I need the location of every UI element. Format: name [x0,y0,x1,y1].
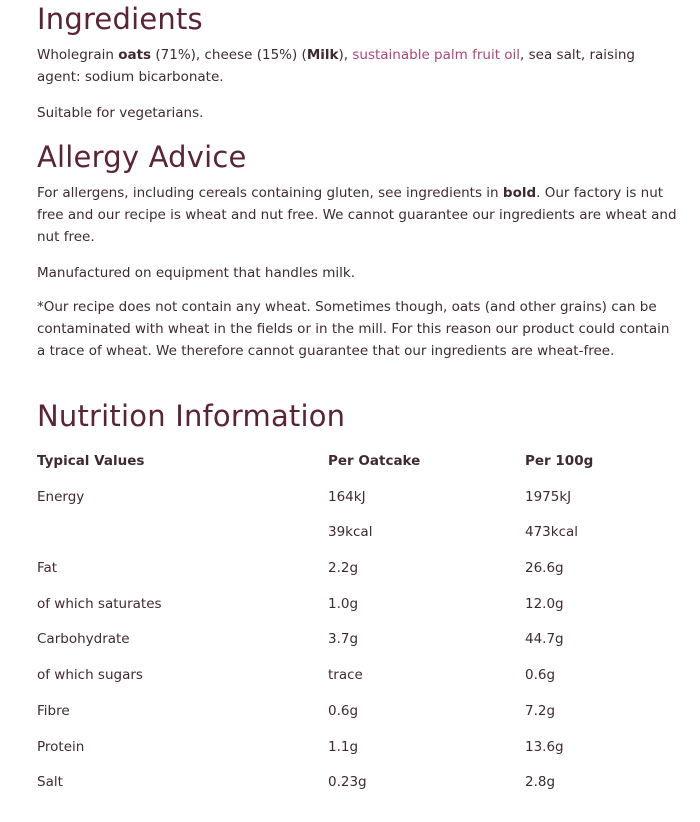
allergen-oats: oats [118,47,152,63]
nutrition-heading: Nutrition Information [37,399,346,433]
header-typical-values: Typical Values [37,453,145,469]
per-oatcake-value: 0.6g [328,702,359,719]
nutrient-name: of which sugars [37,667,143,684]
nutrition-row-protein [37,736,677,772]
nutrient-name: Energy [37,488,85,505]
nutrient-name: Protein [37,738,85,755]
per-oatcake-value: 2.2g [328,560,359,577]
ingredients-text-part: Wholegrain [37,47,119,63]
palm-oil-link[interactable]: sustainable palm fruit oil [352,47,521,63]
nutrient-name: Fibre [37,702,70,719]
per-oatcake-value: 0.23g [328,774,367,791]
per-100g-value: 7.2g [525,702,556,719]
per-oatcake-value: 3.7g [328,631,359,648]
per-100g-value: 26.6g [525,560,564,577]
allergy-paragraph-2: Manufactured on equipment that handles milk. [37,265,356,281]
nutrient-name: Salt [37,774,63,791]
per-100g-value: 1975kJ [525,488,572,505]
per-100g-value: 2.8g [525,774,556,791]
per-oatcake-value: trace [328,667,363,684]
per-100g-value: 12.0g [525,595,564,612]
per-oatcake-value: 1.1g [328,738,359,755]
nutrition-row-energy-kj [37,486,677,522]
per-oatcake-value: 164kJ [328,488,366,505]
per-oatcake-value: 1.0g [328,595,359,612]
vegetarian-note: Suitable for vegetarians. [37,105,204,121]
per-oatcake-value: 39kcal [328,524,373,541]
nutrition-row-energy-kcal [37,521,677,557]
nutrition-row-sugars [37,664,677,700]
nutrient-name: of which saturates [37,595,162,612]
allergy-paragraph-3: *Our recipe does not contain any wheat. Sometimes though, oats (and other grains) can be contaminated with wheat in the fields or in the mill. For this reason our product could contain a trace of wheat. We therefore cannot guarantee that our ingredients are wheat-free. [37,299,670,359]
allergy-text-part: For allergens, including cereals containing gluten, see ingredients in [37,185,503,201]
ingredients-text-part: (71%), cheese (15%) ( [151,47,307,63]
per-100g-value: 44.7g [525,631,564,648]
nutrition-row-fibre [37,700,677,736]
header-per-oatcake: Per Oatcake [328,453,421,469]
header-per-100g: Per 100g [525,453,594,469]
nutrient-name: Carbohydrate [37,631,130,648]
nutrition-header-row [37,450,677,486]
nutrition-table [37,450,677,807]
allergy-bold-word: bold [502,185,537,201]
per-100g-value: 473kcal [525,524,579,541]
nutrition-row-carbohydrate [37,628,677,664]
nutrition-row-salt [37,771,677,807]
per-100g-value: 13.6g [525,738,564,755]
ingredients-heading: Ingredients [37,2,203,36]
allergy-paragraph-1 [37,182,677,248]
ingredients-text [37,44,677,88]
ingredients-text-part: ), [338,47,353,63]
nutrition-row-fat [37,557,677,593]
nutrition-row-saturates [37,593,677,629]
allergy-heading: Allergy Advice [37,140,247,174]
ingredients-text-part: , sea salt, raising agent: sodium bicarbonate. [37,47,635,85]
allergen-milk: Milk [306,47,339,63]
per-100g-value: 0.6g [525,667,556,684]
allergy-text-part: . Our factory is nut free and our recipe is wheat and nut free. We cannot guarantee our ingredients are wheat and nut free. [37,185,677,245]
nutrient-name: Fat [37,560,58,577]
